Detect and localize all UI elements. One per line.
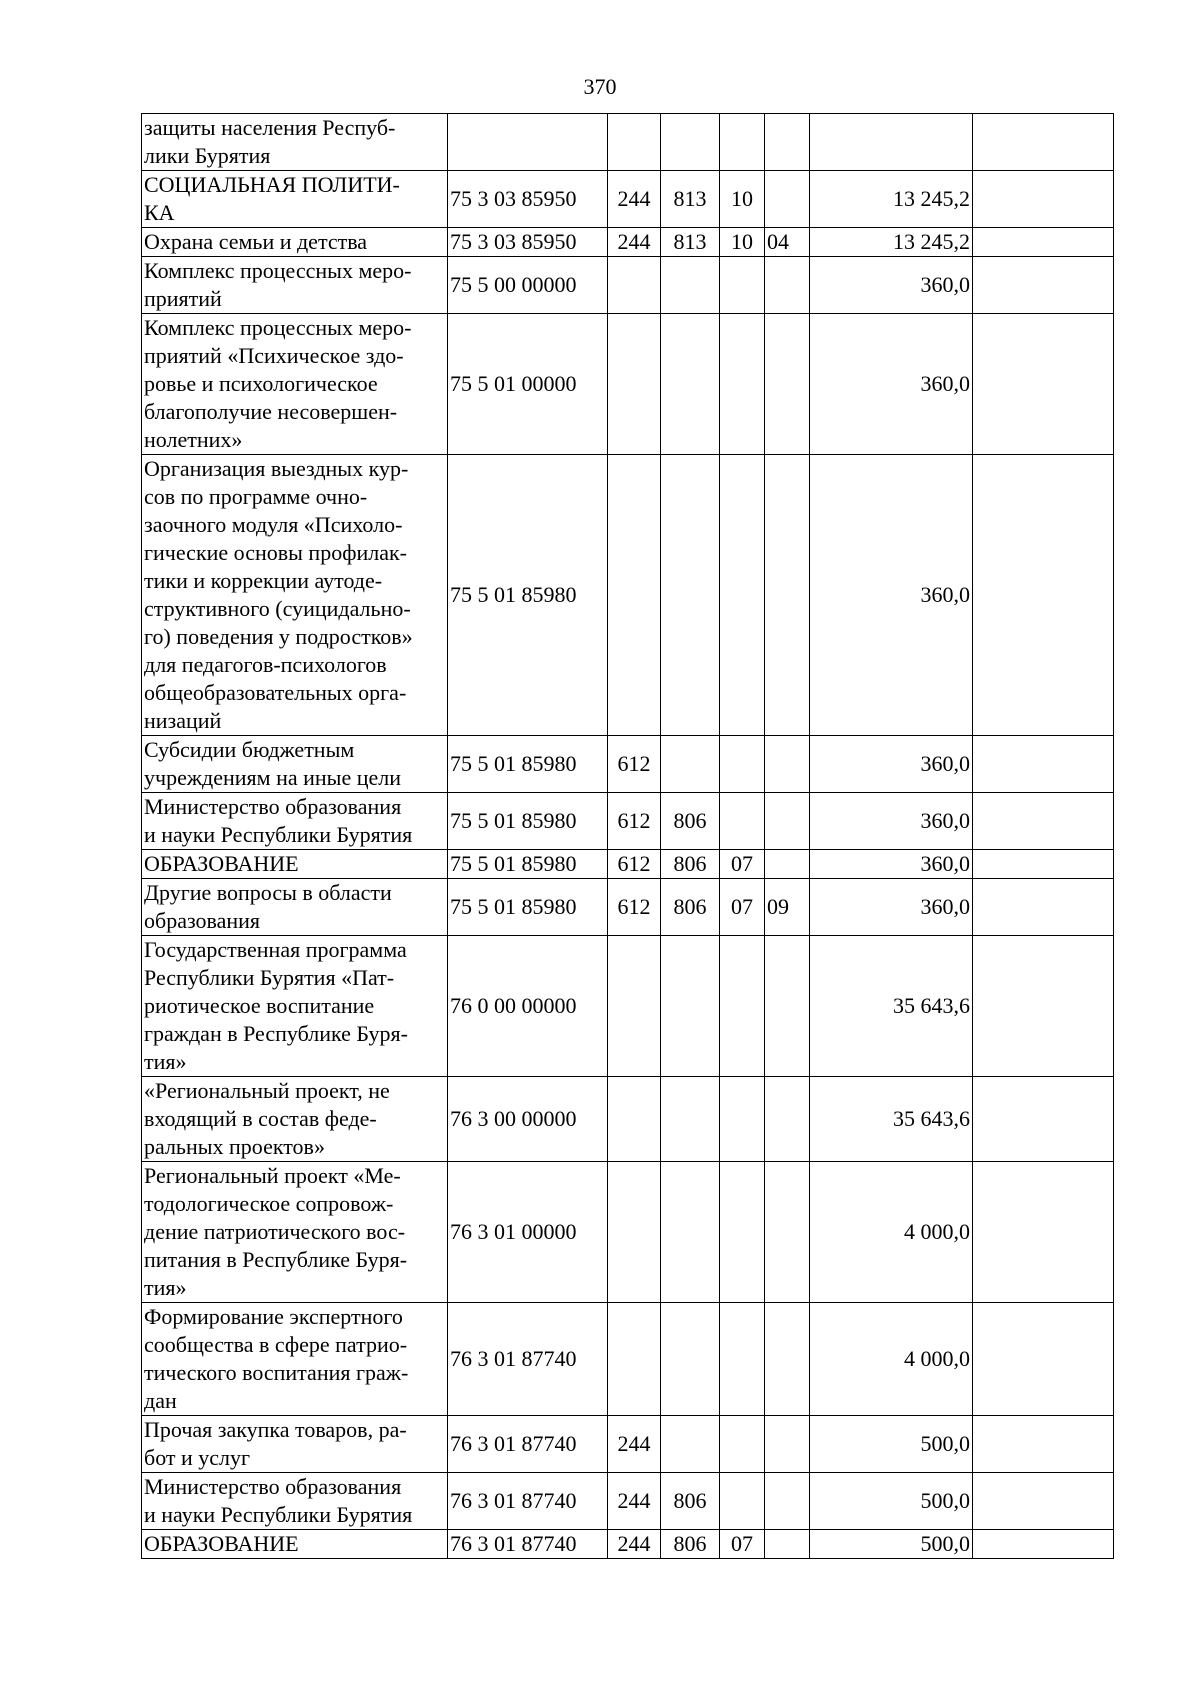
target-article-code: 76 3 01 87740 bbox=[448, 1530, 608, 1559]
expense-type-code bbox=[608, 1303, 661, 1416]
section-code bbox=[720, 736, 765, 793]
table-row bbox=[142, 314, 1114, 455]
expense-type-code bbox=[608, 1162, 661, 1303]
amount: 35 643,6 bbox=[810, 1077, 973, 1162]
section-code: 07 bbox=[720, 850, 765, 879]
expense-type-code bbox=[608, 257, 661, 314]
ministry-code bbox=[661, 1303, 720, 1416]
ministry-code bbox=[661, 736, 720, 793]
target-article-code: 75 5 01 85980 bbox=[448, 736, 608, 793]
ministry-code bbox=[661, 936, 720, 1077]
row-name: Министерство образования и науки Республики Бурятия bbox=[142, 793, 448, 850]
row-name: Охрана семьи и детства bbox=[142, 228, 448, 257]
target-article-code: 76 3 01 00000 bbox=[448, 1162, 608, 1303]
ministry-code bbox=[661, 257, 720, 314]
table-row bbox=[142, 1303, 1114, 1416]
expense-type-code: 612 bbox=[608, 793, 661, 850]
target-article-code: 76 3 00 00000 bbox=[448, 1077, 608, 1162]
ministry-code bbox=[661, 455, 720, 736]
target-article-code: 75 3 03 85950 bbox=[448, 171, 608, 228]
table-row bbox=[142, 171, 1114, 228]
subsection-code bbox=[765, 1473, 810, 1530]
section-code bbox=[720, 1303, 765, 1416]
section-code bbox=[720, 936, 765, 1077]
table-row bbox=[142, 455, 1114, 736]
target-article-code: 75 5 01 85980 bbox=[448, 850, 608, 879]
subsection-code bbox=[765, 736, 810, 793]
target-article-code: 76 0 00 00000 bbox=[448, 936, 608, 1077]
table-row bbox=[142, 228, 1114, 257]
expense-type-code bbox=[608, 1077, 661, 1162]
expense-type-code: 244 bbox=[608, 1530, 661, 1559]
extra-cell bbox=[973, 1303, 1114, 1416]
extra-cell bbox=[973, 1077, 1114, 1162]
table-row bbox=[142, 879, 1114, 936]
row-name: ОБРАЗОВАНИЕ bbox=[142, 1530, 448, 1559]
subsection-code bbox=[765, 1303, 810, 1416]
ministry-code bbox=[661, 114, 720, 171]
extra-cell bbox=[973, 455, 1114, 736]
target-article-code: 76 3 01 87740 bbox=[448, 1303, 608, 1416]
subsection-code: 09 bbox=[765, 879, 810, 936]
amount: 13 245,2 bbox=[810, 228, 973, 257]
section-code: 10 bbox=[720, 228, 765, 257]
amount: 360,0 bbox=[810, 314, 973, 455]
ministry-code bbox=[661, 1416, 720, 1473]
expense-type-code: 244 bbox=[608, 1416, 661, 1473]
row-name: ОБРАЗОВАНИЕ bbox=[142, 850, 448, 879]
table-row bbox=[142, 1473, 1114, 1530]
ministry-code bbox=[661, 314, 720, 455]
table-row bbox=[142, 793, 1114, 850]
amount: 500,0 bbox=[810, 1473, 973, 1530]
table-row bbox=[142, 850, 1114, 879]
table-row bbox=[142, 1530, 1114, 1559]
ministry-code: 806 bbox=[661, 1473, 720, 1530]
subsection-code bbox=[765, 850, 810, 879]
row-name: защиты населения Респуб- лики Бурятия bbox=[142, 114, 448, 171]
amount: 360,0 bbox=[810, 879, 973, 936]
amount: 360,0 bbox=[810, 736, 973, 793]
subsection-code bbox=[765, 114, 810, 171]
extra-cell bbox=[973, 314, 1114, 455]
amount: 360,0 bbox=[810, 850, 973, 879]
target-article-code bbox=[448, 114, 608, 171]
subsection-code bbox=[765, 793, 810, 850]
section-code bbox=[720, 257, 765, 314]
extra-cell bbox=[973, 1162, 1114, 1303]
target-article-code: 75 5 01 00000 bbox=[448, 314, 608, 455]
expense-type-code bbox=[608, 114, 661, 171]
amount: 360,0 bbox=[810, 257, 973, 314]
expense-type-code: 244 bbox=[608, 228, 661, 257]
subsection-code bbox=[765, 257, 810, 314]
target-article-code: 75 5 01 85980 bbox=[448, 793, 608, 850]
extra-cell bbox=[973, 171, 1114, 228]
budget-table bbox=[141, 113, 1114, 1559]
table-row bbox=[142, 1416, 1114, 1473]
amount: 4 000,0 bbox=[810, 1303, 973, 1416]
expense-type-code bbox=[608, 455, 661, 736]
expense-type-code bbox=[608, 936, 661, 1077]
target-article-code: 75 3 03 85950 bbox=[448, 228, 608, 257]
row-name: Региональный проект «Ме- тодологическое сопровож- дение патриотического вос- питания в Республике Буря- тия» bbox=[142, 1162, 448, 1303]
target-article-code: 75 5 00 00000 bbox=[448, 257, 608, 314]
row-name: Другие вопросы в области образования bbox=[142, 879, 448, 936]
row-name: СОЦИАЛЬНАЯ ПОЛИТИ- КА bbox=[142, 171, 448, 228]
expense-type-code: 612 bbox=[608, 736, 661, 793]
row-name: Организация выездных кур- сов по программе очно- заочного модуля «Психоло- гические основы профилак- тики и коррекции аутоде- структивного (суицидально- го) поведения у подростков» для педагогов-психологов общеобразовательных орга- низаций bbox=[142, 455, 448, 736]
section-code bbox=[720, 314, 765, 455]
expense-type-code: 612 bbox=[608, 879, 661, 936]
row-name: Министерство образования и науки Республики Бурятия bbox=[142, 1473, 448, 1530]
subsection-code bbox=[765, 1077, 810, 1162]
amount: 500,0 bbox=[810, 1416, 973, 1473]
ministry-code: 813 bbox=[661, 228, 720, 257]
target-article-code: 75 5 01 85980 bbox=[448, 879, 608, 936]
extra-cell bbox=[973, 879, 1114, 936]
row-name: Субсидии бюджетным учреждениям на иные цели bbox=[142, 736, 448, 793]
ministry-code: 806 bbox=[661, 879, 720, 936]
section-code: 07 bbox=[720, 1530, 765, 1559]
table-row bbox=[142, 257, 1114, 314]
extra-cell bbox=[973, 936, 1114, 1077]
ministry-code bbox=[661, 1077, 720, 1162]
subsection-code bbox=[765, 1416, 810, 1473]
subsection-code bbox=[765, 936, 810, 1077]
target-article-code: 76 3 01 87740 bbox=[448, 1416, 608, 1473]
expense-type-code bbox=[608, 314, 661, 455]
extra-cell bbox=[973, 114, 1114, 171]
section-code: 07 bbox=[720, 879, 765, 936]
row-name: Государственная программа Республики Бурятия «Пат- риотическое воспитание граждан в Республике Буря- тия» bbox=[142, 936, 448, 1077]
amount: 13 245,2 bbox=[810, 171, 973, 228]
section-code bbox=[720, 114, 765, 171]
table-row bbox=[142, 936, 1114, 1077]
row-name: «Региональный проект, не входящий в состав феде- ральных проектов» bbox=[142, 1077, 448, 1162]
expense-type-code: 244 bbox=[608, 1473, 661, 1530]
subsection-code bbox=[765, 1162, 810, 1303]
target-article-code: 76 3 01 87740 bbox=[448, 1473, 608, 1530]
expense-type-code: 244 bbox=[608, 171, 661, 228]
extra-cell bbox=[973, 1473, 1114, 1530]
subsection-code bbox=[765, 171, 810, 228]
section-code: 10 bbox=[720, 171, 765, 228]
table-row bbox=[142, 114, 1114, 171]
extra-cell bbox=[973, 793, 1114, 850]
amount: 500,0 bbox=[810, 1530, 973, 1559]
row-name: Формирование экспертного сообщества в сфере патрио- тического воспитания граж- дан bbox=[142, 1303, 448, 1416]
table-row bbox=[142, 1162, 1114, 1303]
section-code bbox=[720, 1162, 765, 1303]
extra-cell bbox=[973, 850, 1114, 879]
budget-table-body bbox=[142, 114, 1114, 1559]
page-number: 370 bbox=[583, 74, 617, 99]
ministry-code: 806 bbox=[661, 850, 720, 879]
section-code bbox=[720, 1077, 765, 1162]
extra-cell bbox=[973, 228, 1114, 257]
ministry-code bbox=[661, 1162, 720, 1303]
row-name: Комплекс процессных меро- приятий «Психическое здо- ровье и психологическое благополучие несовершен- нолетних» bbox=[142, 314, 448, 455]
subsection-code: 04 bbox=[765, 228, 810, 257]
section-code bbox=[720, 1473, 765, 1530]
row-name: Прочая закупка товаров, ра- бот и услуг bbox=[142, 1416, 448, 1473]
amount: 4 000,0 bbox=[810, 1162, 973, 1303]
extra-cell bbox=[973, 736, 1114, 793]
amount: 35 643,6 bbox=[810, 936, 973, 1077]
amount bbox=[810, 114, 973, 171]
table-row bbox=[142, 736, 1114, 793]
ministry-code: 806 bbox=[661, 1530, 720, 1559]
extra-cell bbox=[973, 257, 1114, 314]
extra-cell bbox=[973, 1416, 1114, 1473]
ministry-code: 813 bbox=[661, 171, 720, 228]
subsection-code bbox=[765, 1530, 810, 1559]
section-code bbox=[720, 455, 765, 736]
subsection-code bbox=[765, 455, 810, 736]
ministry-code: 806 bbox=[661, 793, 720, 850]
table-row bbox=[142, 1077, 1114, 1162]
amount: 360,0 bbox=[810, 793, 973, 850]
target-article-code: 75 5 01 85980 bbox=[448, 455, 608, 736]
section-code bbox=[720, 1416, 765, 1473]
amount: 360,0 bbox=[810, 455, 973, 736]
expense-type-code: 612 bbox=[608, 850, 661, 879]
section-code bbox=[720, 793, 765, 850]
subsection-code bbox=[765, 314, 810, 455]
row-name: Комплекс процессных меро- приятий bbox=[142, 257, 448, 314]
extra-cell bbox=[973, 1530, 1114, 1559]
